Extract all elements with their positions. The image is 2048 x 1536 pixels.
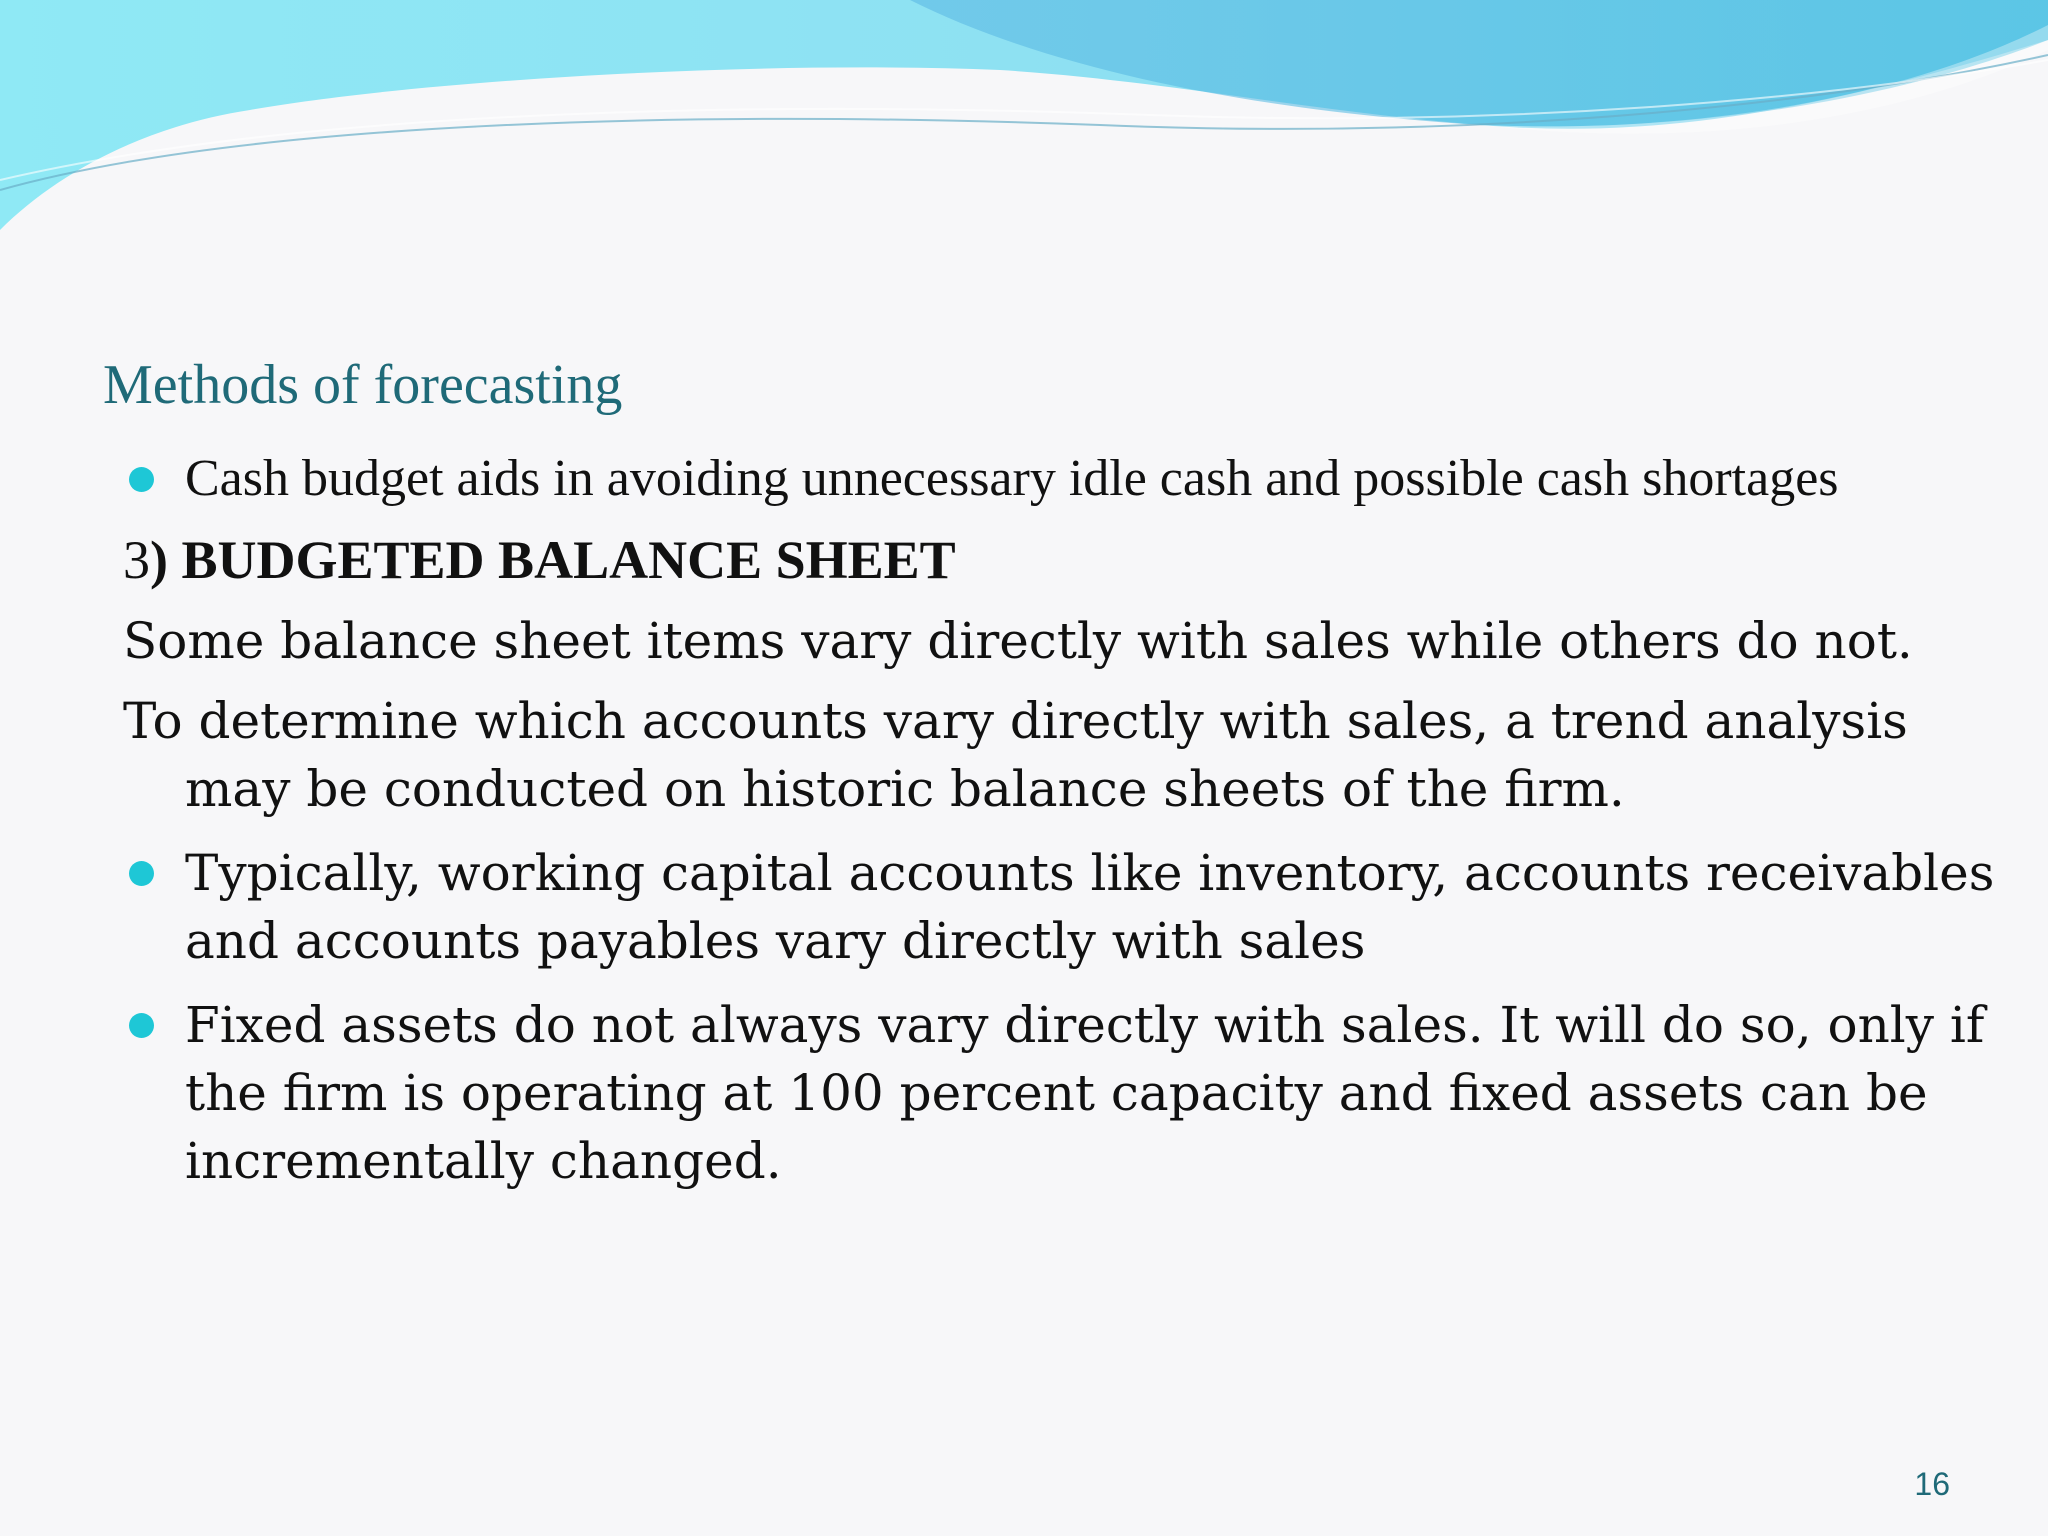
bullet-dot-icon [129,1013,154,1038]
bullet-text: Typically, working capital accounts like inventory, accounts receivables and accounts payables vary directly with sales [185,844,1995,970]
bullet-dot-icon [129,467,154,492]
section-heading [123,527,2003,593]
bullet-dot-icon [129,861,154,886]
header-wave-decoration [0,0,2048,240]
slide-title: Methods of forecasting [103,354,623,416]
heading-text: BUDGETED BALANCE SHEET [181,530,956,590]
heading-paren: ) [150,530,168,590]
paragraph: To determine which accounts vary directly with sales, a trend analysis may be conducted on historic balance sheets of the firm. [123,692,1908,818]
heading-number: 3 [123,530,150,590]
bullet-item [123,445,2003,513]
bullet-item [123,991,2003,1195]
bullet-text: Cash budget aids in avoiding unnecessary idle cash and possible cash shortages [185,450,1839,507]
bullet-item [123,839,2003,975]
page-number: 16 [1914,1466,1950,1502]
paragraph: Some balance sheet items vary directly with sales while others do not. [123,612,1913,670]
slide-body [123,445,2003,1195]
bullet-text: Fixed assets do not always vary directly with sales. It will do so, only if the firm is operating at 100 percent capacity and fixed assets can be incrementally changed. [185,996,1985,1190]
